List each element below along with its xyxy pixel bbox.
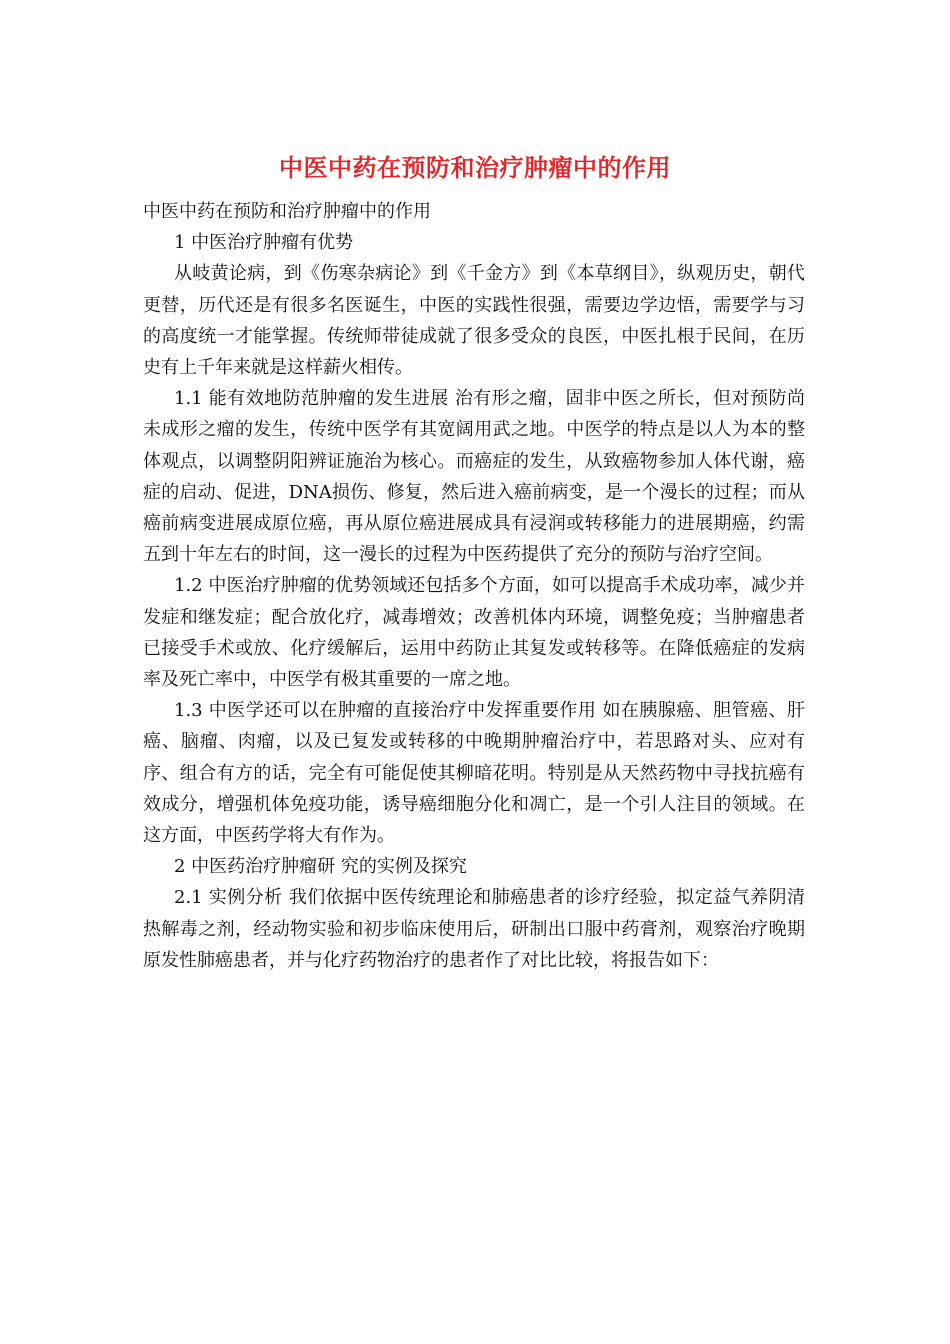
- body-heading: 中医中药在预防和治疗肿瘤中的作用: [143, 201, 431, 222]
- paragraph-1-1: 1.1 能有效地防范肿瘤的发生进展 治有形之瘤，固非中医之所长，但对预防尚未成形之瘤的发生，传统中医学有其宽阔用武之地。中医学的特点是以人为本的整体观点，以调整阴阳辨证施治为核心。而癌症的发生，从致癌物参加人体代谢，癌症的启动、促进，DNA损伤、修复，然后进入癌前病变，是一个漫长的过程；而从癌前病变进展成原位癌，再从原位癌进展成具有浸润或转移能力的进展期癌，约需五到十年左右的时间，这一漫长的过程为中医药提供了充分的预防与治疗空间。: [143, 388, 805, 566]
- document-title: 中医中药在预防和治疗肿瘤中的作用: [279, 153, 671, 182]
- paragraph-2-1: 2.1 实例分析 我们依据中医传统理论和肺癌患者的诊疗经验，拟定益气养阴清热解毒之剂，经动物实验和初步临床使用后，研制出口服中药膏剂，观察治疗晚期原发性肺癌患者，并与化疗药物治疗的患者作了对比比较，将报告如下：: [143, 887, 805, 971]
- paragraph-1-3: 1.3 中医学还可以在肿瘤的直接治疗中发挥重要作用 如在胰腺癌、胆管癌、肝癌、脑瘤、肉瘤，以及已复发或转移的中晚期肿瘤治疗中，若思路对头、应对有序、组合有方的话，完全有可能促使其柳暗花明。特别是从天然药物中寻找抗癌有效成分，增强机体免疫功能，诱导癌细胞分化和凋亡，是一个引人注目的领域。在这方面，中医药学将大有作为。: [143, 700, 805, 847]
- section-heading-1: 1 中医治疗肿瘤有优势: [174, 232, 354, 254]
- section-heading-2: 2 中医药治疗肿瘤研 究的实例及探究: [174, 856, 467, 878]
- paragraph-intro: 从岐黄论病，到《伤寒杂病论》到《千金方》到《本草纲目》，纵观历史，朝代更替，历代还是有很多名医诞生，中医的实践性很强，需要边学边悟，需要学与习的高度统一才能掌握。传统师带徒成就了很多受众的良医，中医扎根于民间，在历史有上千年来就是这样薪火相传。: [143, 263, 805, 379]
- paragraph-1-2: 1.2 中医治疗肿瘤的优势领域还包括多个方面，如可以提高手术成功率，减少并发症和继发症；配合放化疗，减毒增效；改善机体内环境，调整免疫；当肿瘤患者已接受手术或放、化疗缓解后，运用中药防止其复发或转移等。在降低癌症的发病率及死亡率中，中医学有极其重要的一席之地。: [143, 575, 805, 691]
- document-body: [143, 196, 805, 976]
